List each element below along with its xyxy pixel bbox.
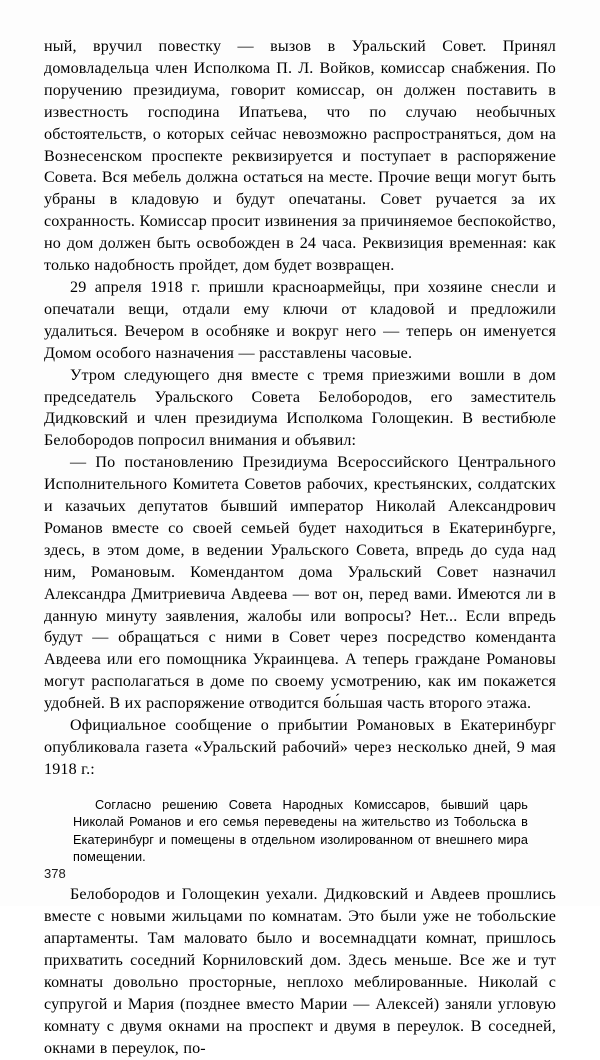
page-text-block: [44, 36, 556, 1060]
paragraph-declaration: — По постановлению Президиума Всероссийского Центрального Исполнительного Комитета Советов рабочих, крестьянских, солдатских и казачьих депутатов бывший император Николай Александрович Романов вместе со своей семьей будет находиться в Екатеринбурге, здесь, в этом доме, в ведении Уральского Совета, впредь до суда над ним, Романовым. Комендантом дома Уральский Совет назначил Александра Дмитриевича Авдеева — вот он, перед вами. Имеются ли в данную минуту заявления, жалобы или вопросы? Нет... Если впредь будут — обращаться с ними в Совет через посредство коменданта Авдеева или его помощника Украинцева. А теперь граждане Романовы могут располагаться в доме по своему усмотрению, как им покажется удобней. В их распоряжение отводится бо́льшая часть второго этажа.: [44, 454, 556, 713]
paragraph-continued-top: ный, вручил повестку — вызов в Уральский Совет. Принял домовладельца член Исполкома П. Л. Войков, комиссар снабжения. По поручению президиума, говорит комиссар, он должен поставить в известность господина Ипатьева, что по случаю необычных обстоятельств, о которых сейчас невозможно распространяться, дом на Вознесенском проспекте реквизируется и поступает в распоряжение Совета. Вся мебель должна остаться на месте. Прочие вещи могут быть убраны в кладовую и будут опечатаны. Совет ручается за их сохранность. Комиссар просит извинения за причиняемое беспокойство, но дом должен быть освобожден в 24 часа. Реквизиция временная: как только надобность пройдет, дом будет возвращен.: [44, 38, 556, 275]
quoted-excerpt: [44, 797, 556, 867]
paragraph-29-april: 29 апреля 1918 г. пришли красноармейцы, при хозяине снесли и опечатали вещи, отдали ему ключи от кладовой и предложили удалиться. Вечером в особняке и вокруг него — теперь он именуется Домом особого назначения — расставлены часовые.: [44, 278, 556, 362]
spacer: [44, 866, 556, 884]
paragraph-beloborodov-left: Белобородов и Голощекин уехали. Дидковский и Авдеев прошлись вместе с новыми жильцами по комнатам. Это были уже не тобольские апартаменты. Там маловато было и восемнадцати комнат, пришлось прихватить соседний Корниловский дом. Здесь меньше. Все же и тут комнаты довольно просторные, неплохо меблированные. Николай с супругой и Мария (позднее вместо Марии — Алексей) заняли угловую комнату с двумя окнами на проспект и двумя в переулок. В соседней, окнами в переулок, по-: [44, 886, 556, 1057]
paragraph-official-message: Официальное сообщение о прибытии Романовых в Екатеринбург опубликовала газета «Уральский рабочий» через несколько дней, 9 мая 1918 г.:: [44, 717, 556, 778]
quote-text: Согласно решению Совета Народных Комиссаров, бывший царь Николай Романов и его семья переведены на жительство из Тобольска в Екатеринбург и помещены в отдельном изолированном от внешнего мира помещении.: [73, 797, 528, 865]
paragraph-next-morning: Утром следующего дня вместе с тремя приезжими вошли в дом председатель Уральского Совета Белобородов, его заместитель Дидковский и член президиума Исполкома Голощекин. В вестибюле Белобородов попросил внимания и объявил:: [44, 366, 556, 450]
page-number: 378: [44, 866, 66, 881]
